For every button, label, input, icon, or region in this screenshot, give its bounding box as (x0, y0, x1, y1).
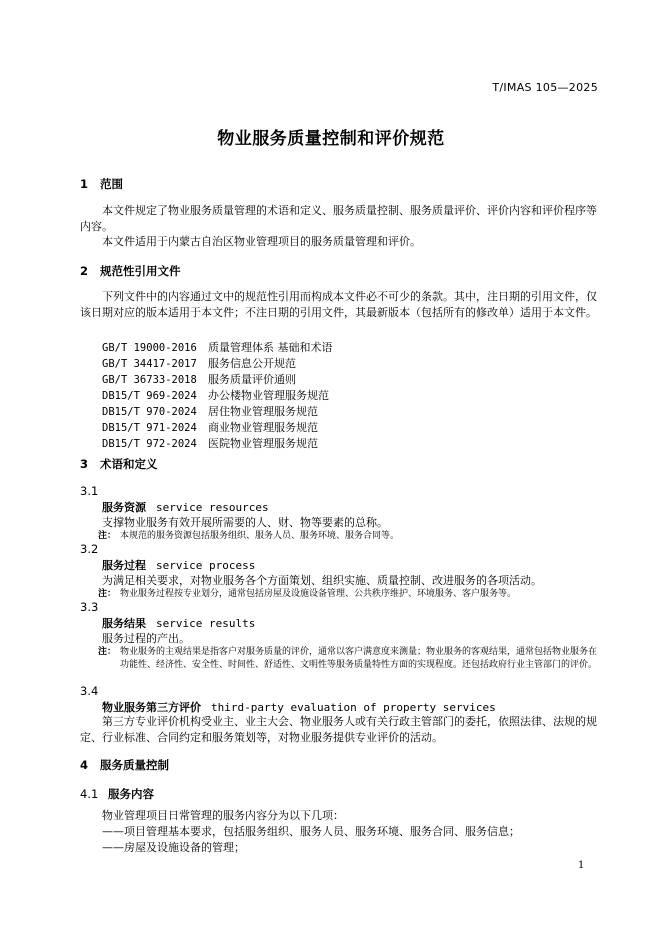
term-heading (102, 499, 269, 515)
document-code: T/IMAS 105—2025 (492, 81, 598, 94)
reference-code: DB15/T 970-2024 (102, 406, 197, 418)
section-4-heading (80, 757, 169, 773)
section-1-paragraph-2: 本文件适用于内蒙古自治区物业管理项目的服务质量管理和评价。 (102, 235, 421, 248)
section-2-heading (80, 263, 181, 279)
term-en: service process (156, 559, 256, 572)
term-heading (102, 699, 496, 715)
reference-title: 医院物业管理服务规范 (208, 437, 318, 450)
note-label: 注： (98, 589, 117, 599)
section-3-heading (80, 456, 158, 472)
term-number: 3.3 (80, 600, 99, 614)
term-heading (102, 615, 255, 631)
subsection-paragraph: 物业管理项目日常管理的服务内容分为以下几项： (102, 809, 344, 822)
note-label: 注： (98, 647, 117, 657)
term-zh: 服务过程 (102, 559, 146, 572)
term-note (98, 646, 600, 672)
section-title: 范围 (100, 177, 123, 191)
section-1-paragraph-1: 本文件规定了物业服务质量管理的术语和定义、服务质量控制、服务质量评价、评价内容和评价程序等内容。 (80, 204, 597, 233)
section-1-heading (80, 176, 123, 192)
page-number: 1 (578, 860, 585, 871)
term-en: service resources (156, 501, 269, 514)
list-item: ——房屋及设施设备的管理； (102, 841, 245, 854)
document-title: 物业服务质量控制和评价规范 (217, 129, 445, 149)
reference-item (102, 336, 333, 352)
reference-item (102, 368, 333, 384)
note-text: 物业服务的主观结果是指客户对服务质量的评价，通常以客户满意度来测量；物业服务的客观结果，通常包括物业服务在功能性、经济性、安全性、时间性、舒适性、文明性等服务质量特性方面的实现程度。还包括政府行业主管部门的评价。 (120, 647, 598, 670)
term-definition: 第三方专业评价机构受业主、业主大会、物业服务人或有关行政主管部门的委托，依照法律、法规的规定、行业标准、合同约定和服务策划等，对物业服务提供专业评价的活动。 (80, 715, 597, 744)
term-definition: 为满足相关要求，对物业服务各个方面策划、组织实施、质量控制、改进服务的各项活动。 (102, 574, 542, 587)
reference-item (102, 416, 333, 432)
reference-title: 质量管理体系 基础和术语 (208, 341, 333, 354)
reference-title: 商业物业管理服务规范 (208, 421, 318, 434)
section-2-paragraph-1: 下列文件中的内容通过文中的规范性引用而构成本文件必不可少的条款。其中，注日期的引用文件，仅该日期对应的版本适用于本文件；不注日期的引用文件，其最新版本（包括所有的修改单）适用于本文件。 (80, 290, 597, 319)
reference-code: DB15/T 971-2024 (102, 422, 197, 434)
reference-list (102, 336, 333, 448)
section-number: 1 (80, 177, 89, 191)
term-definition: 支撑物业服务有效开展所需要的人、财、物等要素的总称。 (102, 516, 388, 529)
subsection-title: 服务内容 (108, 787, 154, 801)
term-number: 3.4 (80, 684, 99, 698)
subsection-number: 4.1 (80, 787, 99, 801)
section-number: 4 (80, 758, 89, 772)
reference-code: DB15/T 972-2024 (102, 438, 197, 450)
term-en: service results (156, 617, 256, 630)
term-number: 3.2 (80, 542, 99, 556)
reference-item (102, 432, 333, 448)
term-note (98, 530, 598, 543)
reference-title: 服务质量评价通则 (208, 373, 296, 386)
term-zh: 服务资源 (102, 501, 146, 514)
term-zh: 服务结果 (102, 617, 146, 630)
reference-title: 居住物业管理服务规范 (208, 405, 318, 418)
note-label: 注： (98, 531, 117, 541)
term-zh: 物业服务第三方评价 (102, 701, 201, 714)
reference-title: 办公楼物业管理服务规范 (208, 389, 329, 402)
reference-code: GB/T 36733-2018 (102, 374, 197, 386)
list-item: ——项目管理基本要求，包括服务组织、服务人员、服务环境、服务合同、服务信息； (102, 825, 520, 838)
reference-code: GB/T 34417-2017 (102, 358, 197, 370)
note-text: 物业服务过程按专业划分，通常包括房屋及设施设备管理、公共秩序维护、环境服务、客户服务等。 (120, 589, 517, 599)
reference-item (102, 352, 333, 368)
reference-item (102, 384, 333, 400)
section-title: 术语和定义 (100, 457, 158, 471)
section-title: 服务质量控制 (100, 758, 169, 772)
reference-code: GB/T 19000-2016 (102, 342, 197, 354)
reference-code: DB15/T 969-2024 (102, 390, 197, 402)
term-definition: 服务过程的产出。 (102, 632, 190, 645)
term-en: third-party evaluation of property services (211, 701, 496, 714)
reference-item (102, 400, 333, 416)
reference-title: 服务信息公开规范 (208, 357, 296, 370)
subsection-4-1-heading (80, 786, 154, 802)
section-number: 3 (80, 457, 89, 471)
term-heading (102, 557, 255, 573)
term-number: 3.1 (80, 484, 99, 498)
section-title: 规范性引用文件 (100, 264, 181, 278)
section-number: 2 (80, 264, 89, 278)
term-note (98, 588, 598, 601)
note-text: 本规范的服务资源包括服务组织、服务人员、服务环境、服务合同等。 (120, 531, 400, 541)
